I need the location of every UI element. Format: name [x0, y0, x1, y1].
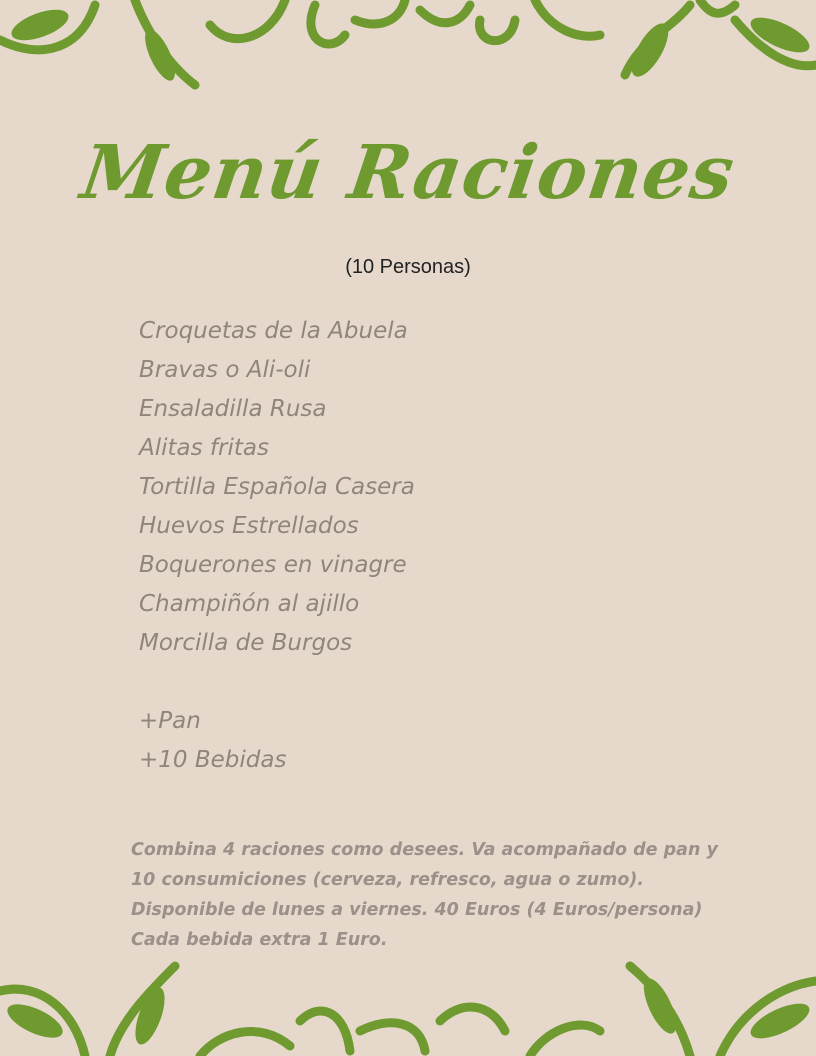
menu-item: Huevos Estrellados — [139, 513, 359, 539]
menu-item-list — [139, 312, 415, 663]
menu-extra: +Pan — [139, 708, 201, 734]
note-line: Cada bebida extra 1 Euro. — [131, 930, 388, 950]
menu-item: Ensaladilla Rusa — [139, 396, 327, 422]
menu-item: Tortilla Española Casera — [139, 474, 415, 500]
menu-item: Champiñón al ajillo — [139, 591, 360, 617]
menu-extra: +10 Bebidas — [139, 747, 287, 773]
menu-item: Bravas o Ali-oli — [139, 357, 311, 383]
menu-subtitle: (10 Personas) — [345, 256, 471, 278]
top-leaf-border — [0, 0, 816, 100]
menu-extras-list — [139, 702, 286, 780]
menu-item: Boquerones en vinagre — [139, 552, 407, 578]
note-line: Combina 4 raciones como desees. Va acompañado de pan y — [131, 840, 718, 860]
note-line: 10 consumiciones (cerveza, refresco, agua o zumo). — [131, 870, 645, 890]
menu-item: Croquetas de la Abuela — [139, 318, 408, 344]
menu-title: Menú Raciones — [76, 130, 740, 216]
bottom-leaf-border — [0, 961, 816, 1056]
menu-item: Alitas fritas — [139, 435, 269, 461]
menu-item: Morcilla de Burgos — [139, 630, 353, 656]
menu-note — [131, 835, 718, 955]
note-line: Disponible de lunes a viernes. 40 Euros (4 Euros/persona) — [131, 900, 703, 920]
